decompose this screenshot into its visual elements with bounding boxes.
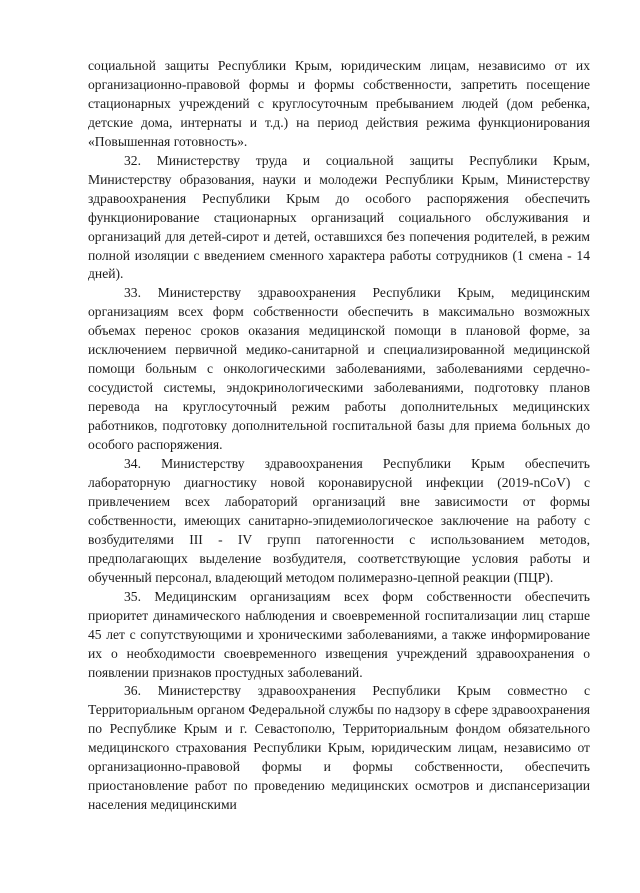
paragraph-35: 35. Медицинским организациям всех форм собственности обеспечить приоритет динамического наблюдения и своевременной госпитализации лиц старше 45 лет с сопутствующими и хроническими заболеваниями, а также информирование их о необходимости своевременного извещения учреждений здравоохранения о появлении признаков простудных заболеваний. [88, 588, 590, 680]
paragraph-32: 32. Министерству труда и социальной защиты Республики Крым, Министерству образования, науки и молодежи Республики Крым, Министерству здравоохранения Республики Крым до особого распоряжения обеспечить функционирование стационарных организаций социального обслуживания и организаций для детей-сирот и детей, оставшихся без попечения родителей, в режим полной изоляции с введением сменного характера работы сотрудников (1 смена - 14 дней). [88, 152, 590, 282]
paragraph-33: 33. Министерству здравоохранения Республики Крым, медицинским организациям всех форм собственности обеспечить в максимально возможных объемах перенос сроков оказания медицинской помощи в плановой форме, за исключением первичной медико-санитарной и специализированной медицинской помощи больным с онкологическими заболеваниями, заболеваниями сердечно-сосудистой системы, эндокринологическими заболеваниями, подготовку планов перевода на круглосуточный режим работы дополнительных медицинских работников, подготовку дополнительной госпитальной базы для приема больных до особого распоряжения. [88, 285, 590, 453]
paragraph-34: 34. Министерству здравоохранения Республики Крым обеспечить лабораторную диагностику новой коронавирусной инфекции (2019-nCoV) с привлечением всех лабораторий организаций вне зависимости от формы собственности, имеющих санитарно-эпидемиологическое заключение на работу с возбудителями III - IV групп патогенности с использованием методов, предполагающих выделение возбудителя, соответствующие условия работы и обученный персонал, владеющий методом полимеразно-цепной реакции (ПЦР). [88, 456, 590, 585]
document-body [88, 57, 590, 815]
paragraph-31-continuation: социальной защиты Республики Крым, юридическим лицам, независимо от их организационно-правовой формы и формы собственности, запретить посещение стационарных учреждений с круглосуточным пребыванием людей (дом ребенка, детские дома, интернаты и т.д.) на период действия режима функционирования «Повышенная готовность». [88, 58, 590, 149]
paragraph-36: 36. Министерству здравоохранения Республики Крым совместно с Территориальным органом Федеральной службы по надзору в сфере здравоохранения по Республике Крым и г. Севастополю, Территориальным фондом обязательного медицинского страхования Республики Крым, юридическим лицам, независимо от организационно-правовой формы и формы собственности, обеспечить приостановление работ по проведению медицинских осмотров и диспансеризации населения медицинскими [88, 683, 590, 813]
